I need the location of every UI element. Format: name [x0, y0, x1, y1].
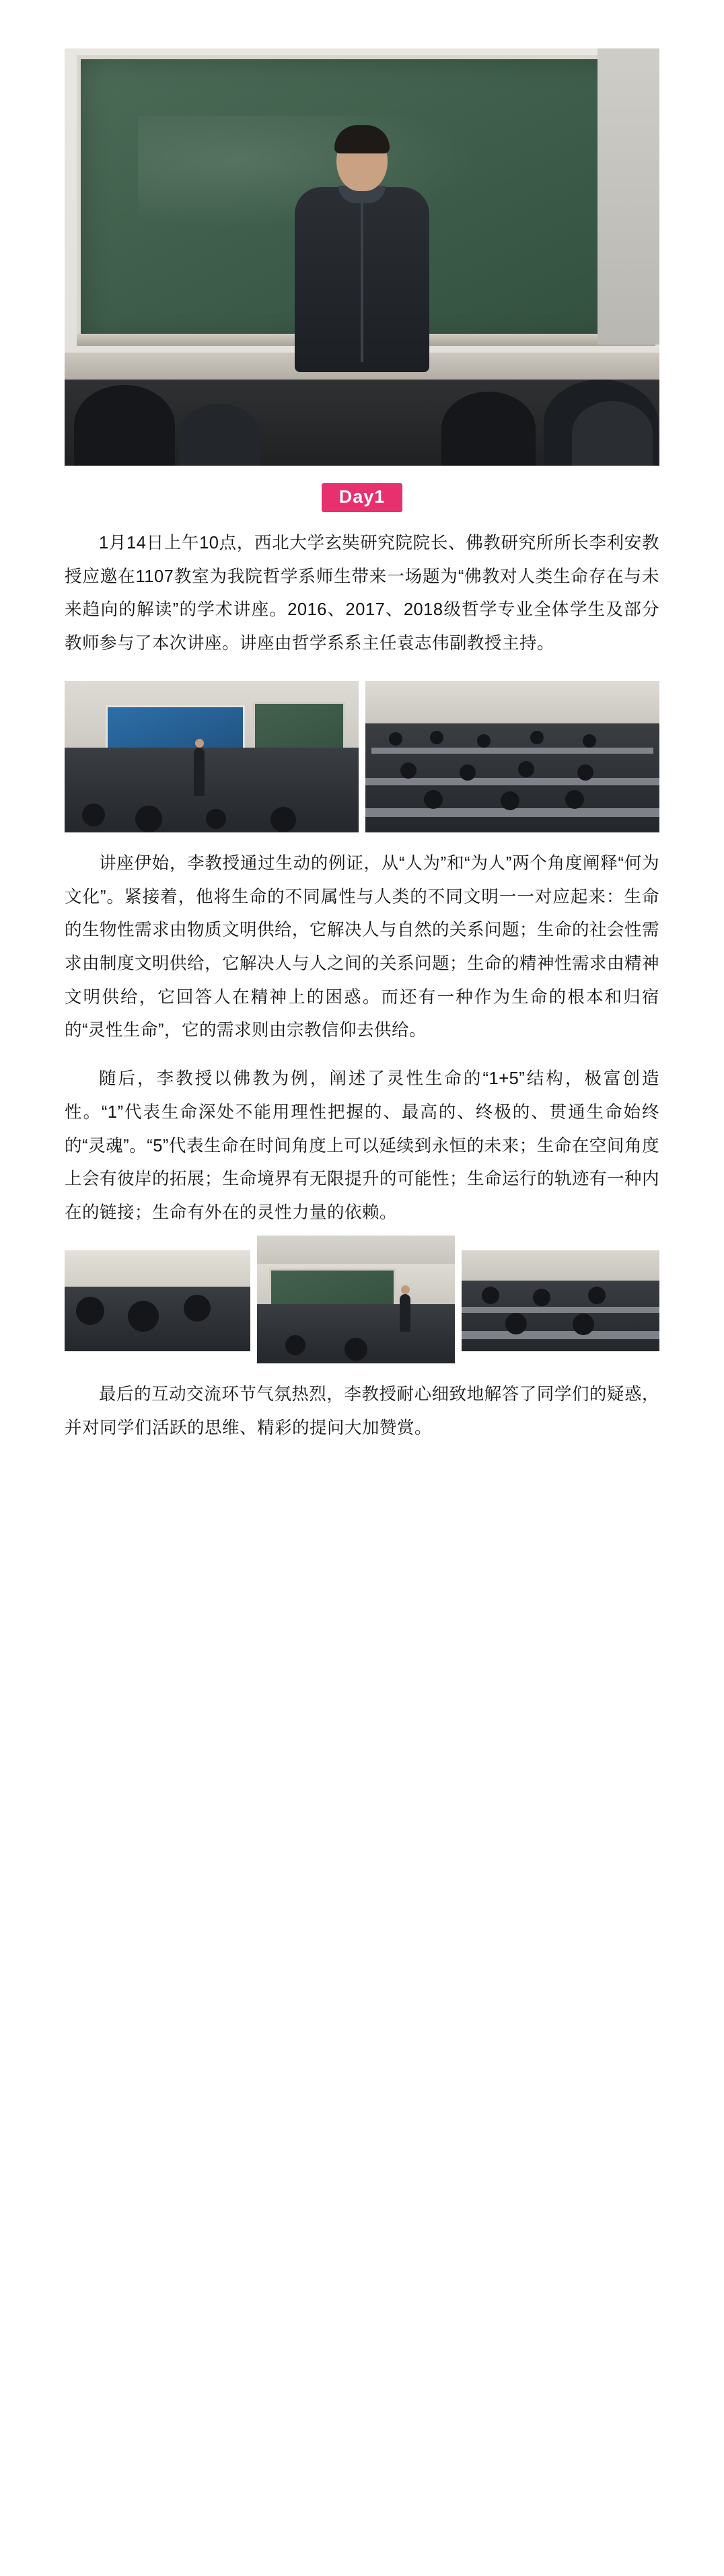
audience-silhouette — [74, 385, 175, 466]
photo-students-from-behind — [65, 1250, 250, 1351]
audience-head — [573, 1314, 594, 1335]
photo-speaker-projector — [65, 681, 359, 832]
paragraph-4: 最后的互动交流环节气氛热烈，李教授耐心细致地解答了同学们的疑惑，并对同学们活跃的思维、精彩的提问大加赞赏。 — [65, 1384, 659, 1437]
wall — [462, 1250, 659, 1285]
paragraph-2: 讲座伊始，李教授通过生动的例证，从“人为”和“为人”两个角度阐释“何为文化”。紧接着，他将生命的不同属性与人类的不同文明一一对应起来：生命的生物性需求由物质文明供给，它解决人与自然的关系问题；生命的社会性需求由制度文明供给，它解决人与人之间的关系问题；生命的精神性需求由精神文明供给，它回答人在精神上的困惑。而还有一种作为生命的根本和归宿的“灵性生命”，它的需求则由宗教信仰去供给。 — [65, 853, 660, 1040]
photo-classroom-front — [257, 1236, 455, 1363]
blackboard — [269, 1268, 396, 1305]
paragraph-1: 1月14日上午10点，西北大学玄奘研究院院长、佛教研究所所长李利安教授应邀在1107教室为我院哲学系师生带来一场题为“佛教对人类生命存在与未来趋向的解读”的学术讲座。2016、2017、2018级哲学专业全体学生及部分教师参与了本次讲座。讲座由哲学系系主任袁志伟副教授主持。 — [65, 534, 659, 653]
lecturer-figure — [291, 129, 433, 371]
photo-trio — [65, 1250, 659, 1363]
audience-silhouette — [441, 392, 536, 466]
audience-head — [577, 764, 593, 781]
audience-head — [76, 1297, 104, 1325]
photo-lecture-hall — [365, 681, 659, 832]
projector-screen — [598, 48, 659, 345]
desk-row — [462, 1331, 659, 1339]
audience-silhouette — [179, 404, 260, 466]
audience-head — [345, 1338, 367, 1361]
audience-head — [583, 734, 596, 748]
audience-head — [505, 1313, 527, 1334]
speaker-figure — [194, 748, 205, 796]
audience-head — [128, 1301, 159, 1332]
day-badge-row — [65, 483, 659, 512]
audience-head — [460, 764, 476, 781]
audience-head — [82, 803, 105, 826]
audience-head — [565, 790, 584, 809]
audience-head — [588, 1287, 606, 1304]
desk-row — [462, 1307, 659, 1313]
audience-head — [285, 1335, 305, 1355]
lecturer-hair — [334, 125, 390, 153]
paragraph-3: 随后，李教授以佛教为例，阐述了灵性生命的“1+5”结构，极富创造性。“1”代表生命深处不能用理性把握的、最高的、终极的、贯通生命始终的“灵魂”。“5”代表生命在时间角度上可以延续到永恒的未来；生命在空间角度上会有彼岸的拓展；生命境界有无限提升的可能性；生命运行的轨迹有一种内在的链接；生命有外在的灵性力量的依赖。 — [65, 1069, 660, 1223]
audience-head — [477, 734, 491, 748]
desk-row — [365, 778, 659, 785]
audience-silhouette — [572, 401, 653, 466]
audience-head — [135, 806, 162, 832]
lecturer-zipper — [361, 194, 363, 362]
audience-head — [501, 791, 519, 810]
audience-head — [533, 1289, 550, 1306]
audience-head — [184, 1295, 211, 1322]
desk-row — [371, 748, 654, 754]
photo-audience-taking-notes — [462, 1250, 659, 1351]
hero-photo — [65, 48, 659, 466]
side-blackboard — [253, 702, 345, 754]
audience-head — [270, 807, 296, 832]
audience-head — [206, 809, 226, 829]
speaker-figure — [400, 1294, 410, 1332]
wall — [65, 1250, 250, 1291]
hall-wall — [365, 681, 659, 727]
day-badge: Day1 — [322, 483, 403, 512]
audience-head — [482, 1287, 499, 1304]
audience-head — [530, 731, 544, 744]
photo-pair — [65, 681, 659, 832]
